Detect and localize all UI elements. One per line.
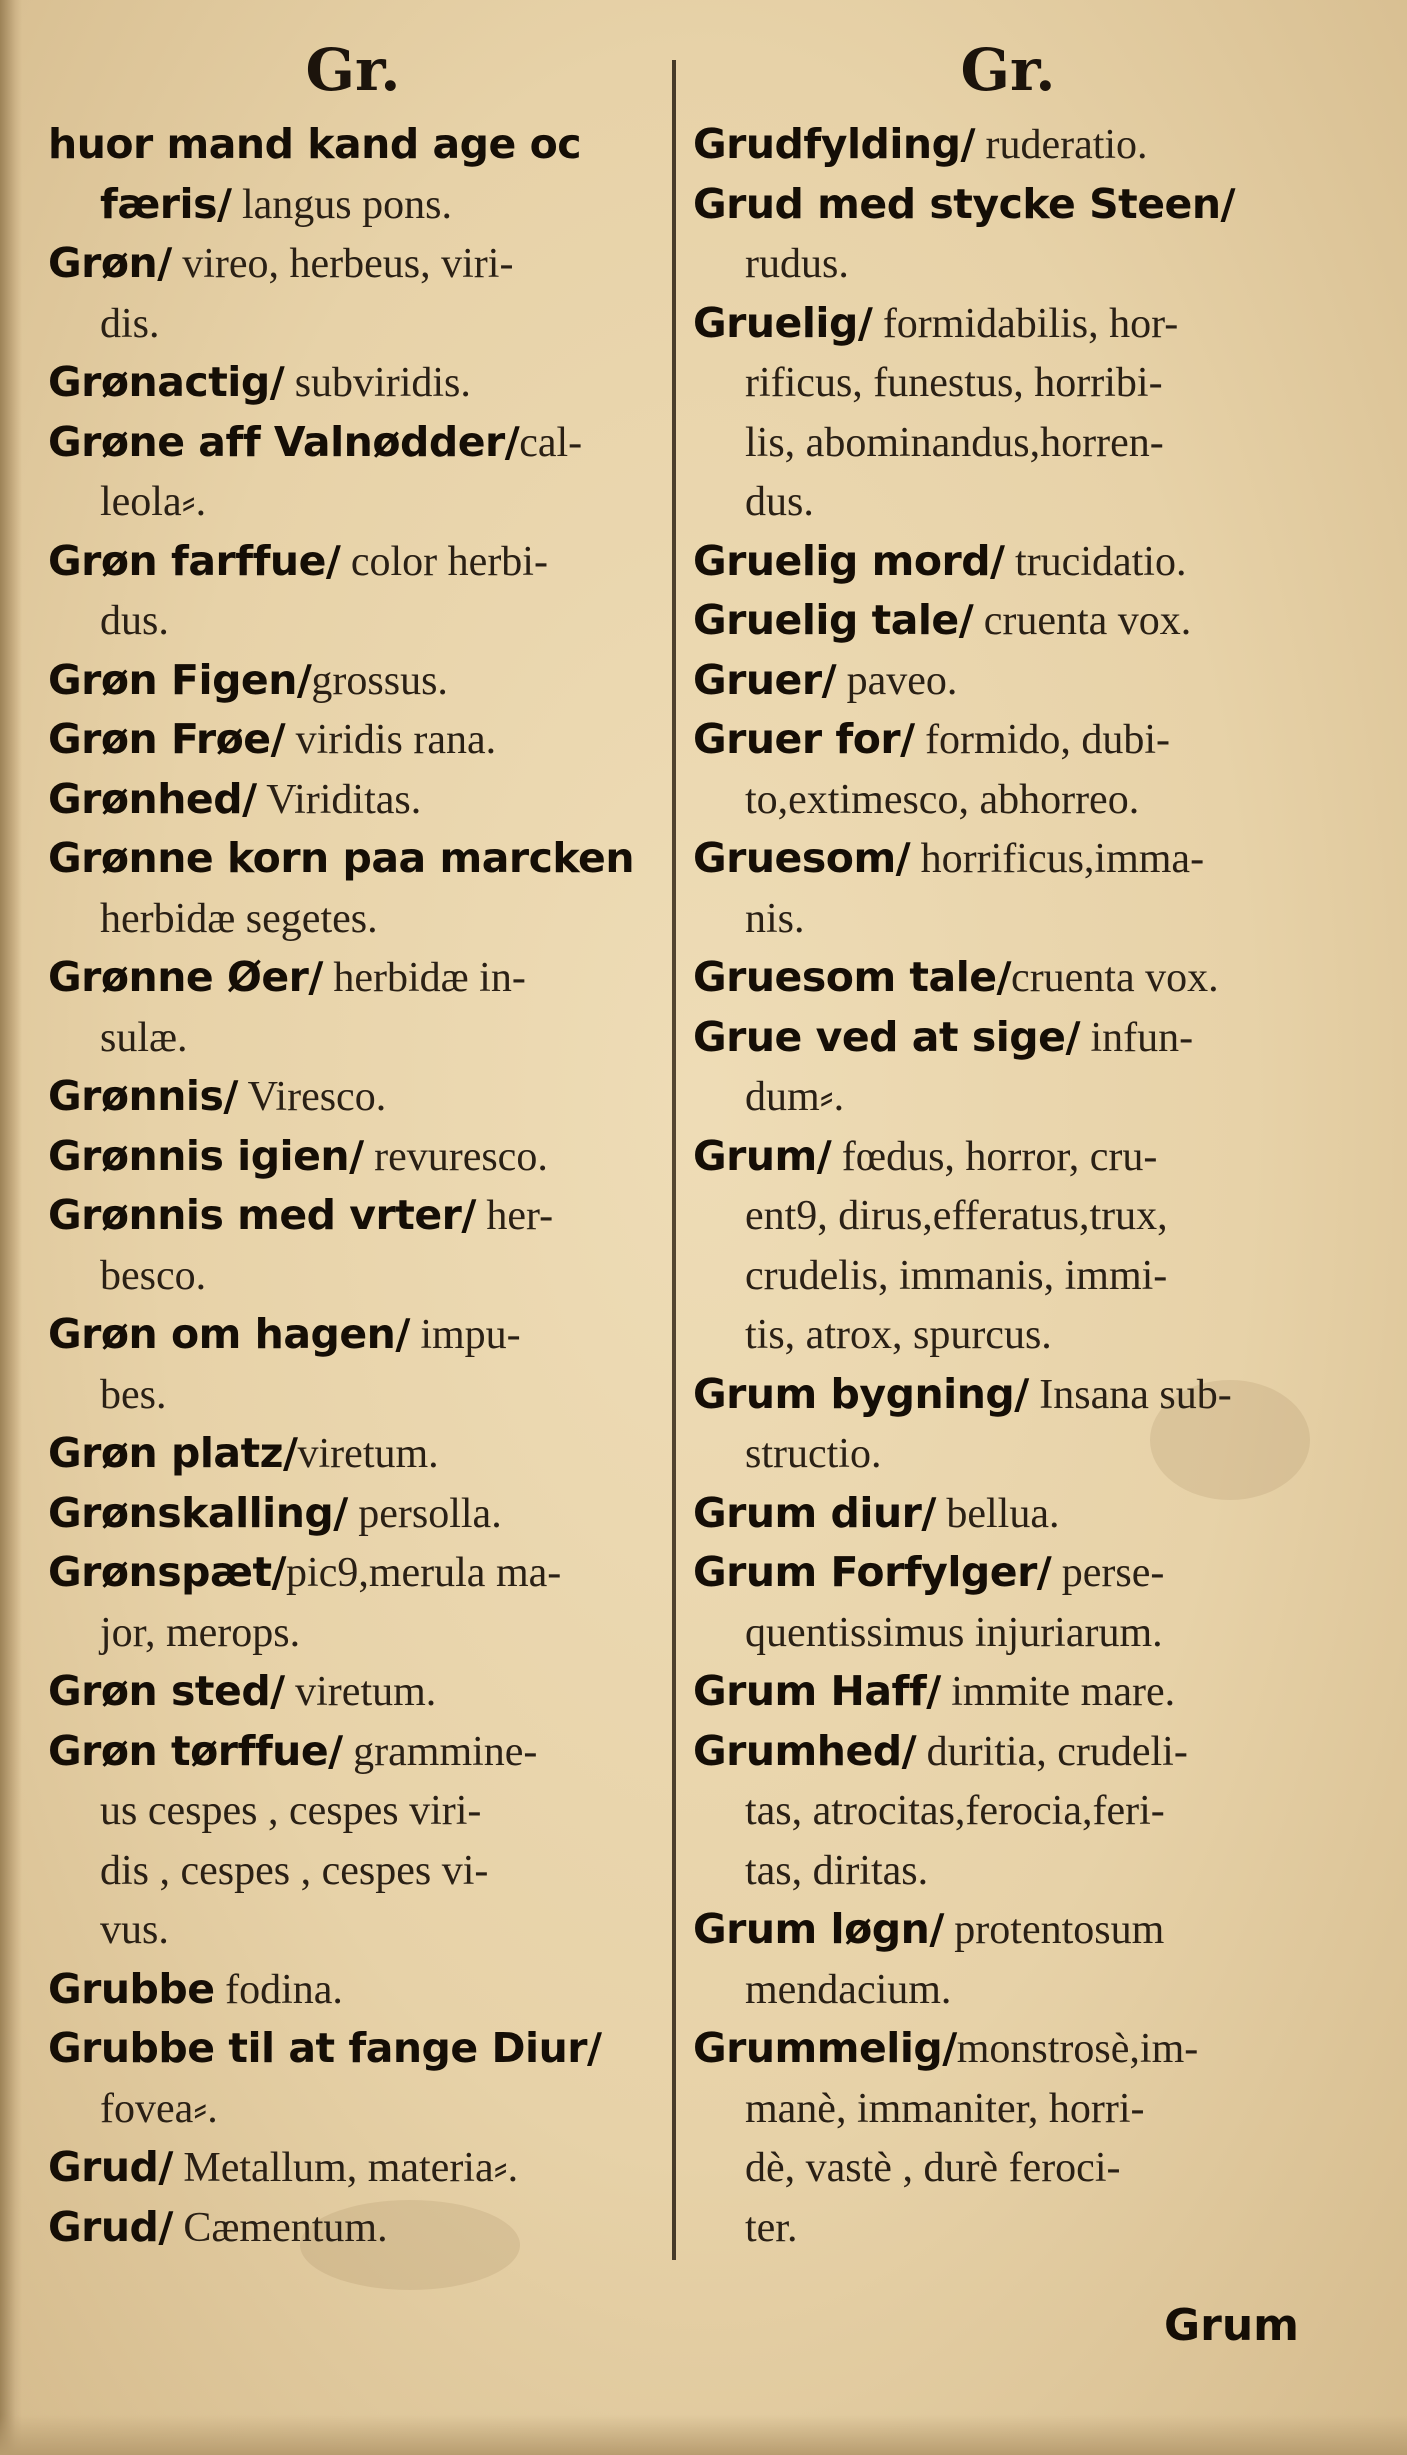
dictionary-line bbox=[48, 1127, 658, 1187]
entry-latin-gloss: ent9, dirus,efferatus,trux, bbox=[745, 1193, 1168, 1239]
entry-headword: Grøn/ bbox=[48, 239, 172, 287]
dictionary-line bbox=[693, 1484, 1323, 1544]
dictionary-line bbox=[48, 1662, 658, 1722]
entry-headword: Gruesom/ bbox=[693, 834, 911, 882]
entry-latin-gloss: revuresco. bbox=[363, 1133, 548, 1180]
dictionary-line bbox=[48, 651, 658, 711]
entry-headword: Grum Forfylger/ bbox=[693, 1548, 1052, 1596]
dictionary-line bbox=[48, 1781, 658, 1841]
left-column bbox=[48, 35, 658, 2257]
dictionary-line bbox=[693, 2198, 1323, 2258]
dictionary-line bbox=[693, 413, 1323, 473]
entry-headword: Grubbe til at fange Diur/ bbox=[48, 2024, 602, 2072]
entry-headword: Grum/ bbox=[693, 1131, 832, 1180]
entry-headword: Grøne aff Valnødder/ bbox=[48, 417, 520, 466]
entry-latin-gloss: duritia, crudeli- bbox=[916, 1728, 1188, 1775]
entry-latin-gloss: dè, vastè , durè feroci- bbox=[745, 2145, 1121, 2191]
entry-headword: Gruelig/ bbox=[693, 298, 873, 347]
dictionary-line bbox=[48, 413, 658, 473]
entry-headword: Grønne korn paa marcken bbox=[48, 834, 635, 882]
entry-headword: Grummelig/ bbox=[693, 2024, 957, 2072]
dictionary-line bbox=[693, 1543, 1323, 1603]
dictionary-line bbox=[48, 1484, 658, 1544]
entry-headword: Gruer for/ bbox=[693, 715, 915, 763]
dictionary-line bbox=[48, 1365, 658, 1425]
entry-latin-gloss: quentissimus injuriarum. bbox=[745, 1609, 1163, 1656]
dictionary-line bbox=[48, 770, 658, 830]
entry-latin-gloss: mendacium. bbox=[745, 1966, 952, 2013]
entry-headword: Grum løgn/ bbox=[693, 1905, 944, 1953]
entry-latin-gloss: Insana sub- bbox=[1028, 1371, 1232, 1418]
entry-latin-gloss: viretum. bbox=[297, 1431, 439, 1477]
dictionary-line bbox=[693, 1008, 1323, 1068]
dictionary-line bbox=[693, 591, 1323, 651]
entry-latin-gloss: subviridis. bbox=[284, 360, 471, 406]
entry-headword: Grum Haff/ bbox=[693, 1667, 941, 1715]
dictionary-line bbox=[693, 2138, 1323, 2198]
dictionary-line bbox=[48, 2198, 658, 2258]
entry-headword: Grud med stycke Steen/ bbox=[693, 179, 1236, 228]
dictionary-line bbox=[693, 234, 1323, 294]
dictionary-line bbox=[693, 1067, 1323, 1127]
entry-latin-gloss: herbidæ in- bbox=[322, 955, 526, 1001]
entry-headword: Grubbe bbox=[48, 1964, 215, 2013]
dictionary-line bbox=[693, 1246, 1323, 1306]
dictionary-line bbox=[693, 1722, 1323, 1782]
entry-headword: Grudfylding/ bbox=[693, 120, 975, 168]
entry-headword: Gruer/ bbox=[693, 655, 837, 704]
dictionary-line bbox=[48, 1305, 658, 1365]
entry-latin-gloss: crudelis, immanis, immi- bbox=[745, 1252, 1168, 1299]
entry-latin-gloss: Metallum, materia⸗. bbox=[172, 2145, 519, 2191]
entry-headword: Gruesom tale/ bbox=[693, 953, 1012, 1001]
dictionary-line bbox=[693, 1127, 1323, 1187]
page-edge-shadow bbox=[0, 0, 22, 2455]
entry-headword: Grønnis/ bbox=[48, 1072, 238, 1120]
page-bottom-shadow bbox=[0, 2415, 1407, 2455]
dictionary-line bbox=[48, 532, 658, 592]
entry-latin-gloss: cal- bbox=[519, 419, 583, 466]
entry-headword: Grøn Figen/ bbox=[48, 655, 312, 704]
entry-latin-gloss: bes. bbox=[100, 1371, 167, 1418]
dictionary-line bbox=[48, 294, 658, 354]
dictionary-line bbox=[693, 710, 1323, 770]
dictionary-line bbox=[693, 1841, 1323, 1901]
entry-headword: Grønskalling/ bbox=[48, 1488, 348, 1537]
entry-headword: Grud/ bbox=[48, 2202, 173, 2251]
dictionary-line bbox=[48, 1067, 658, 1127]
entry-headword: Grøn sted/ bbox=[48, 1667, 285, 1715]
dictionary-line bbox=[48, 175, 658, 235]
entry-latin-gloss: persolla. bbox=[347, 1490, 502, 1537]
dictionary-line bbox=[693, 1305, 1323, 1365]
dictionary-line bbox=[693, 1781, 1323, 1841]
entry-headword: Grønactig/ bbox=[48, 358, 285, 406]
right-column bbox=[693, 35, 1323, 2257]
entry-latin-gloss: formidabilis, hor- bbox=[872, 300, 1179, 347]
entry-latin-gloss: dus. bbox=[745, 479, 814, 525]
entry-latin-gloss: tas, atrocitas,ferocia,feri- bbox=[745, 1788, 1165, 1834]
dictionary-line bbox=[693, 175, 1323, 235]
dictionary-line bbox=[693, 353, 1323, 413]
left-running-head: Gr. bbox=[305, 36, 401, 104]
dictionary-line bbox=[48, 1008, 658, 1068]
entry-latin-gloss: formido, dubi- bbox=[914, 717, 1171, 763]
entry-latin-gloss: impu- bbox=[409, 1312, 521, 1358]
dictionary-line bbox=[693, 889, 1323, 949]
dictionary-line bbox=[693, 2079, 1323, 2139]
entry-latin-gloss: Viriditas. bbox=[256, 776, 422, 823]
entry-headword: færis/ bbox=[100, 179, 232, 228]
dictionary-line bbox=[48, 710, 658, 770]
dictionary-line bbox=[48, 2138, 658, 2198]
entry-latin-gloss: dum⸗. bbox=[745, 1074, 845, 1120]
dictionary-line bbox=[693, 1662, 1323, 1722]
dictionary-line bbox=[48, 353, 658, 413]
dictionary-line bbox=[693, 1186, 1323, 1246]
entry-latin-gloss: horrificus,imma- bbox=[910, 836, 1205, 882]
dictionary-line bbox=[693, 2019, 1323, 2079]
entry-headword: Grønnis med vrter/ bbox=[48, 1191, 476, 1239]
entry-headword: Grum diur/ bbox=[693, 1488, 936, 1537]
entry-latin-gloss: tis, atrox, spurcus. bbox=[745, 1312, 1052, 1358]
entry-latin-gloss: Viresco. bbox=[237, 1074, 387, 1120]
entry-latin-gloss: vireo, herbeus, viri- bbox=[171, 241, 514, 287]
entry-latin-gloss: dus. bbox=[100, 598, 169, 644]
entry-latin-gloss: cruenta vox. bbox=[973, 598, 1192, 644]
entry-headword: Grøn Frøe/ bbox=[48, 715, 286, 763]
entry-latin-gloss: tas, diritas. bbox=[745, 1847, 929, 1894]
dictionary-line bbox=[48, 1841, 658, 1901]
dictionary-line bbox=[48, 1722, 658, 1782]
dictionary-line bbox=[693, 472, 1323, 532]
catchword: Grum bbox=[1164, 2300, 1299, 2351]
entry-latin-gloss: grammine- bbox=[342, 1728, 538, 1775]
entry-headword: Grum bygning/ bbox=[693, 1369, 1029, 1418]
dictionary-line bbox=[48, 115, 658, 175]
entry-latin-gloss: leola⸗. bbox=[100, 479, 207, 525]
dictionary-line bbox=[693, 1424, 1323, 1484]
entry-latin-gloss: viridis rana. bbox=[285, 717, 497, 763]
entry-latin-gloss: protentosum bbox=[943, 1907, 1165, 1953]
dictionary-line bbox=[693, 1603, 1323, 1663]
dictionary-line bbox=[693, 1365, 1323, 1425]
dictionary-line bbox=[48, 1603, 658, 1663]
dictionary-line bbox=[48, 1543, 658, 1603]
entry-latin-gloss: grossus. bbox=[311, 657, 448, 704]
dictionary-line bbox=[48, 234, 658, 294]
entry-latin-gloss: dis , cespes , cespes vi- bbox=[100, 1847, 489, 1894]
entry-latin-gloss: ruderatio. bbox=[974, 122, 1148, 168]
dictionary-line bbox=[48, 591, 658, 651]
entry-headword: huor mand kand age oc bbox=[48, 120, 582, 168]
entry-headword: Grønspæt/ bbox=[48, 1548, 287, 1596]
dictionary-line bbox=[693, 770, 1323, 830]
entry-latin-gloss: perse- bbox=[1051, 1550, 1165, 1596]
entry-headword: Grumhed/ bbox=[693, 1726, 917, 1775]
entry-latin-gloss: viretum. bbox=[284, 1669, 437, 1715]
entry-latin-gloss: vus. bbox=[100, 1907, 169, 1953]
entry-latin-gloss: structio. bbox=[745, 1431, 882, 1477]
entry-latin-gloss: nis. bbox=[745, 895, 805, 942]
dictionary-line bbox=[48, 948, 658, 1008]
entry-latin-gloss: cruenta vox. bbox=[1011, 955, 1219, 1001]
entry-latin-gloss: to,extimesco, abhorreo. bbox=[745, 776, 1140, 823]
entry-latin-gloss: pic9,merula ma- bbox=[286, 1550, 562, 1596]
right-entries bbox=[693, 115, 1323, 2257]
entry-latin-gloss: fovea⸗. bbox=[100, 2085, 218, 2132]
dictionary-line bbox=[48, 1960, 658, 2020]
entry-headword: Grøn om hagen/ bbox=[48, 1310, 410, 1358]
entry-headword: Grøn platz/ bbox=[48, 1429, 298, 1477]
right-running-head: Gr. bbox=[960, 36, 1056, 104]
entry-headword: Grøn farffue/ bbox=[48, 536, 341, 585]
entry-latin-gloss: dis. bbox=[100, 300, 160, 347]
dictionary-line bbox=[48, 1186, 658, 1246]
entry-latin-gloss: color herbi- bbox=[340, 538, 548, 585]
dictionary-line bbox=[48, 889, 658, 949]
entry-latin-gloss: langus pons. bbox=[231, 181, 452, 228]
dictionary-line bbox=[48, 1424, 658, 1484]
entry-latin-gloss: immite mare. bbox=[940, 1669, 1176, 1715]
entry-latin-gloss: paveo. bbox=[836, 657, 958, 704]
entry-latin-gloss: ter. bbox=[745, 2204, 798, 2251]
dictionary-line bbox=[48, 2079, 658, 2139]
entry-latin-gloss: Cæmentum. bbox=[172, 2204, 388, 2251]
dictionary-line bbox=[693, 651, 1323, 711]
entry-headword: Grønnis igien/ bbox=[48, 1131, 364, 1180]
entry-latin-gloss: infun- bbox=[1079, 1014, 1194, 1061]
entry-latin-gloss: fœdus, horror, cru- bbox=[831, 1133, 1158, 1180]
dictionary-line bbox=[48, 472, 658, 532]
entry-headword: Grøn tørffue/ bbox=[48, 1726, 343, 1775]
dictionary-line bbox=[693, 829, 1323, 889]
entry-latin-gloss: her- bbox=[475, 1193, 554, 1239]
entry-headword: Grud/ bbox=[48, 2143, 173, 2191]
entry-headword: Gruelig mord/ bbox=[693, 536, 1005, 585]
dictionary-line bbox=[48, 1246, 658, 1306]
entry-latin-gloss: lis, abominandus,horren- bbox=[745, 419, 1164, 466]
entry-latin-gloss: us cespes , cespes viri- bbox=[100, 1788, 482, 1834]
dictionary-line bbox=[693, 294, 1323, 354]
dictionary-line bbox=[48, 2019, 658, 2079]
dictionary-line bbox=[693, 1960, 1323, 2020]
entry-latin-gloss: trucidatio. bbox=[1004, 538, 1187, 585]
column-rule bbox=[672, 60, 676, 2260]
entry-latin-gloss: manè, immaniter, horri- bbox=[745, 2085, 1145, 2132]
left-entries bbox=[48, 115, 658, 2257]
entry-headword: Grønne Øer/ bbox=[48, 953, 323, 1001]
entry-latin-gloss: monstrosè,im- bbox=[956, 2026, 1199, 2072]
entry-headword: Gruelig tale/ bbox=[693, 596, 974, 644]
dictionary-line bbox=[48, 829, 658, 889]
entry-latin-gloss: rudus. bbox=[745, 241, 849, 287]
entry-latin-gloss: besco. bbox=[100, 1252, 207, 1299]
entry-latin-gloss: rificus, funestus, horribi- bbox=[745, 360, 1163, 406]
dictionary-line bbox=[693, 532, 1323, 592]
entry-latin-gloss: jor, merops. bbox=[100, 1609, 301, 1656]
dictionary-line bbox=[693, 948, 1323, 1008]
entry-latin-gloss: sulæ. bbox=[100, 1014, 188, 1061]
entry-headword: Grønhed/ bbox=[48, 774, 257, 823]
dictionary-line bbox=[693, 1900, 1323, 1960]
dictionary-line bbox=[48, 1900, 658, 1960]
entry-latin-gloss: herbidæ segetes. bbox=[100, 895, 378, 942]
dictionary-line bbox=[693, 115, 1323, 175]
entry-latin-gloss: fodina. bbox=[214, 1966, 343, 2013]
entry-headword: Grue ved at sige/ bbox=[693, 1012, 1080, 1061]
entry-latin-gloss: bellua. bbox=[935, 1490, 1060, 1537]
